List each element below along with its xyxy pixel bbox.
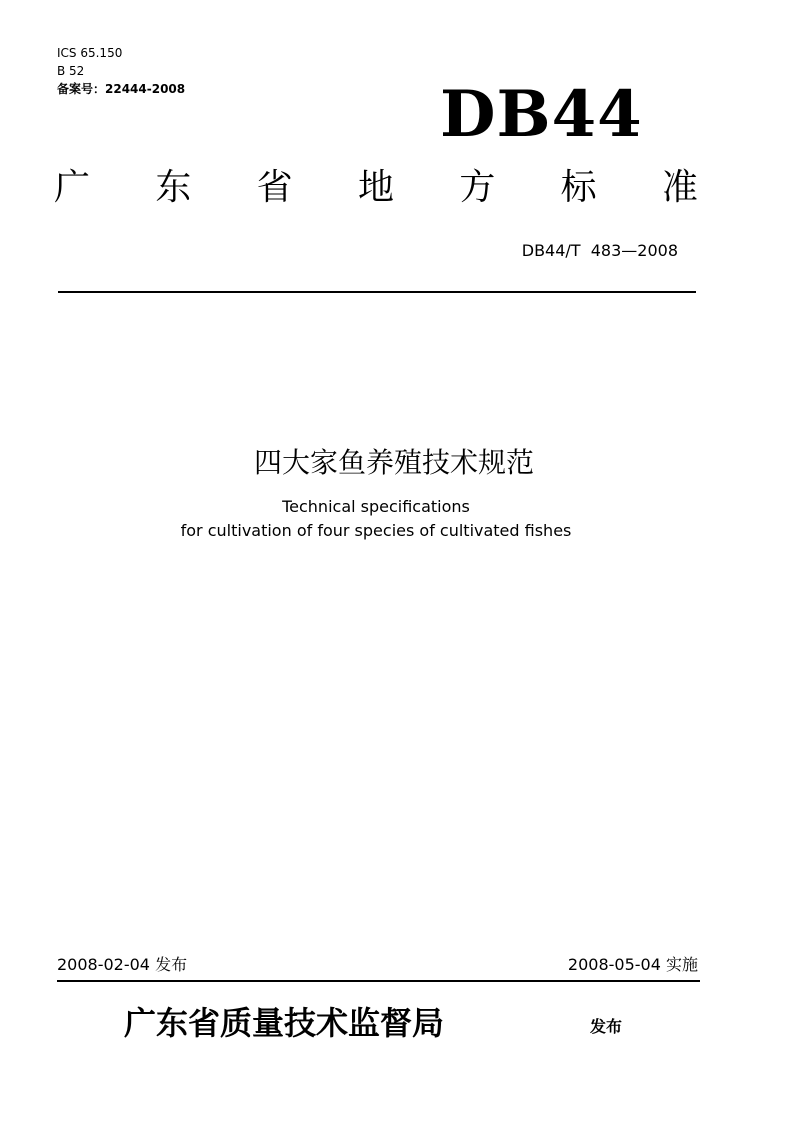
classification-code: B 52: [57, 64, 85, 78]
title-english-line: for cultivation of four species of cultivated fishes: [180, 521, 572, 540]
standard-type-char: 省: [256, 167, 293, 208]
standard-type-char: 东: [155, 167, 192, 208]
title-english: [0, 495, 752, 543]
standard-type-heading: [54, 164, 698, 212]
record-number: 备案号：22444-2008: [57, 82, 186, 96]
bottom-divider: [57, 980, 700, 982]
issuing-authority: 广东省质量技术监督局: [124, 1004, 445, 1042]
db-mark: DB44: [440, 77, 643, 152]
ics-code: ICS 65.150: [57, 46, 123, 60]
issue-date: 2008-02-04 发布: [57, 955, 188, 974]
standard-type-char: 方: [459, 167, 496, 208]
standard-type-char: 标: [560, 167, 597, 208]
issuer-suffix: 发布: [590, 1017, 623, 1036]
implementation-date: 2008-05-04 实施: [567, 955, 698, 974]
standard-type-char: 准: [661, 167, 698, 208]
title-english-line: Technical specifications: [282, 497, 470, 516]
top-divider: [58, 291, 696, 293]
standard-code: DB44/T 483—2008: [521, 241, 678, 260]
standard-type-char: 广: [54, 167, 91, 208]
title-chinese: 四大家鱼养殖技术规范: [253, 446, 534, 479]
standard-type-char: 地: [357, 167, 394, 208]
